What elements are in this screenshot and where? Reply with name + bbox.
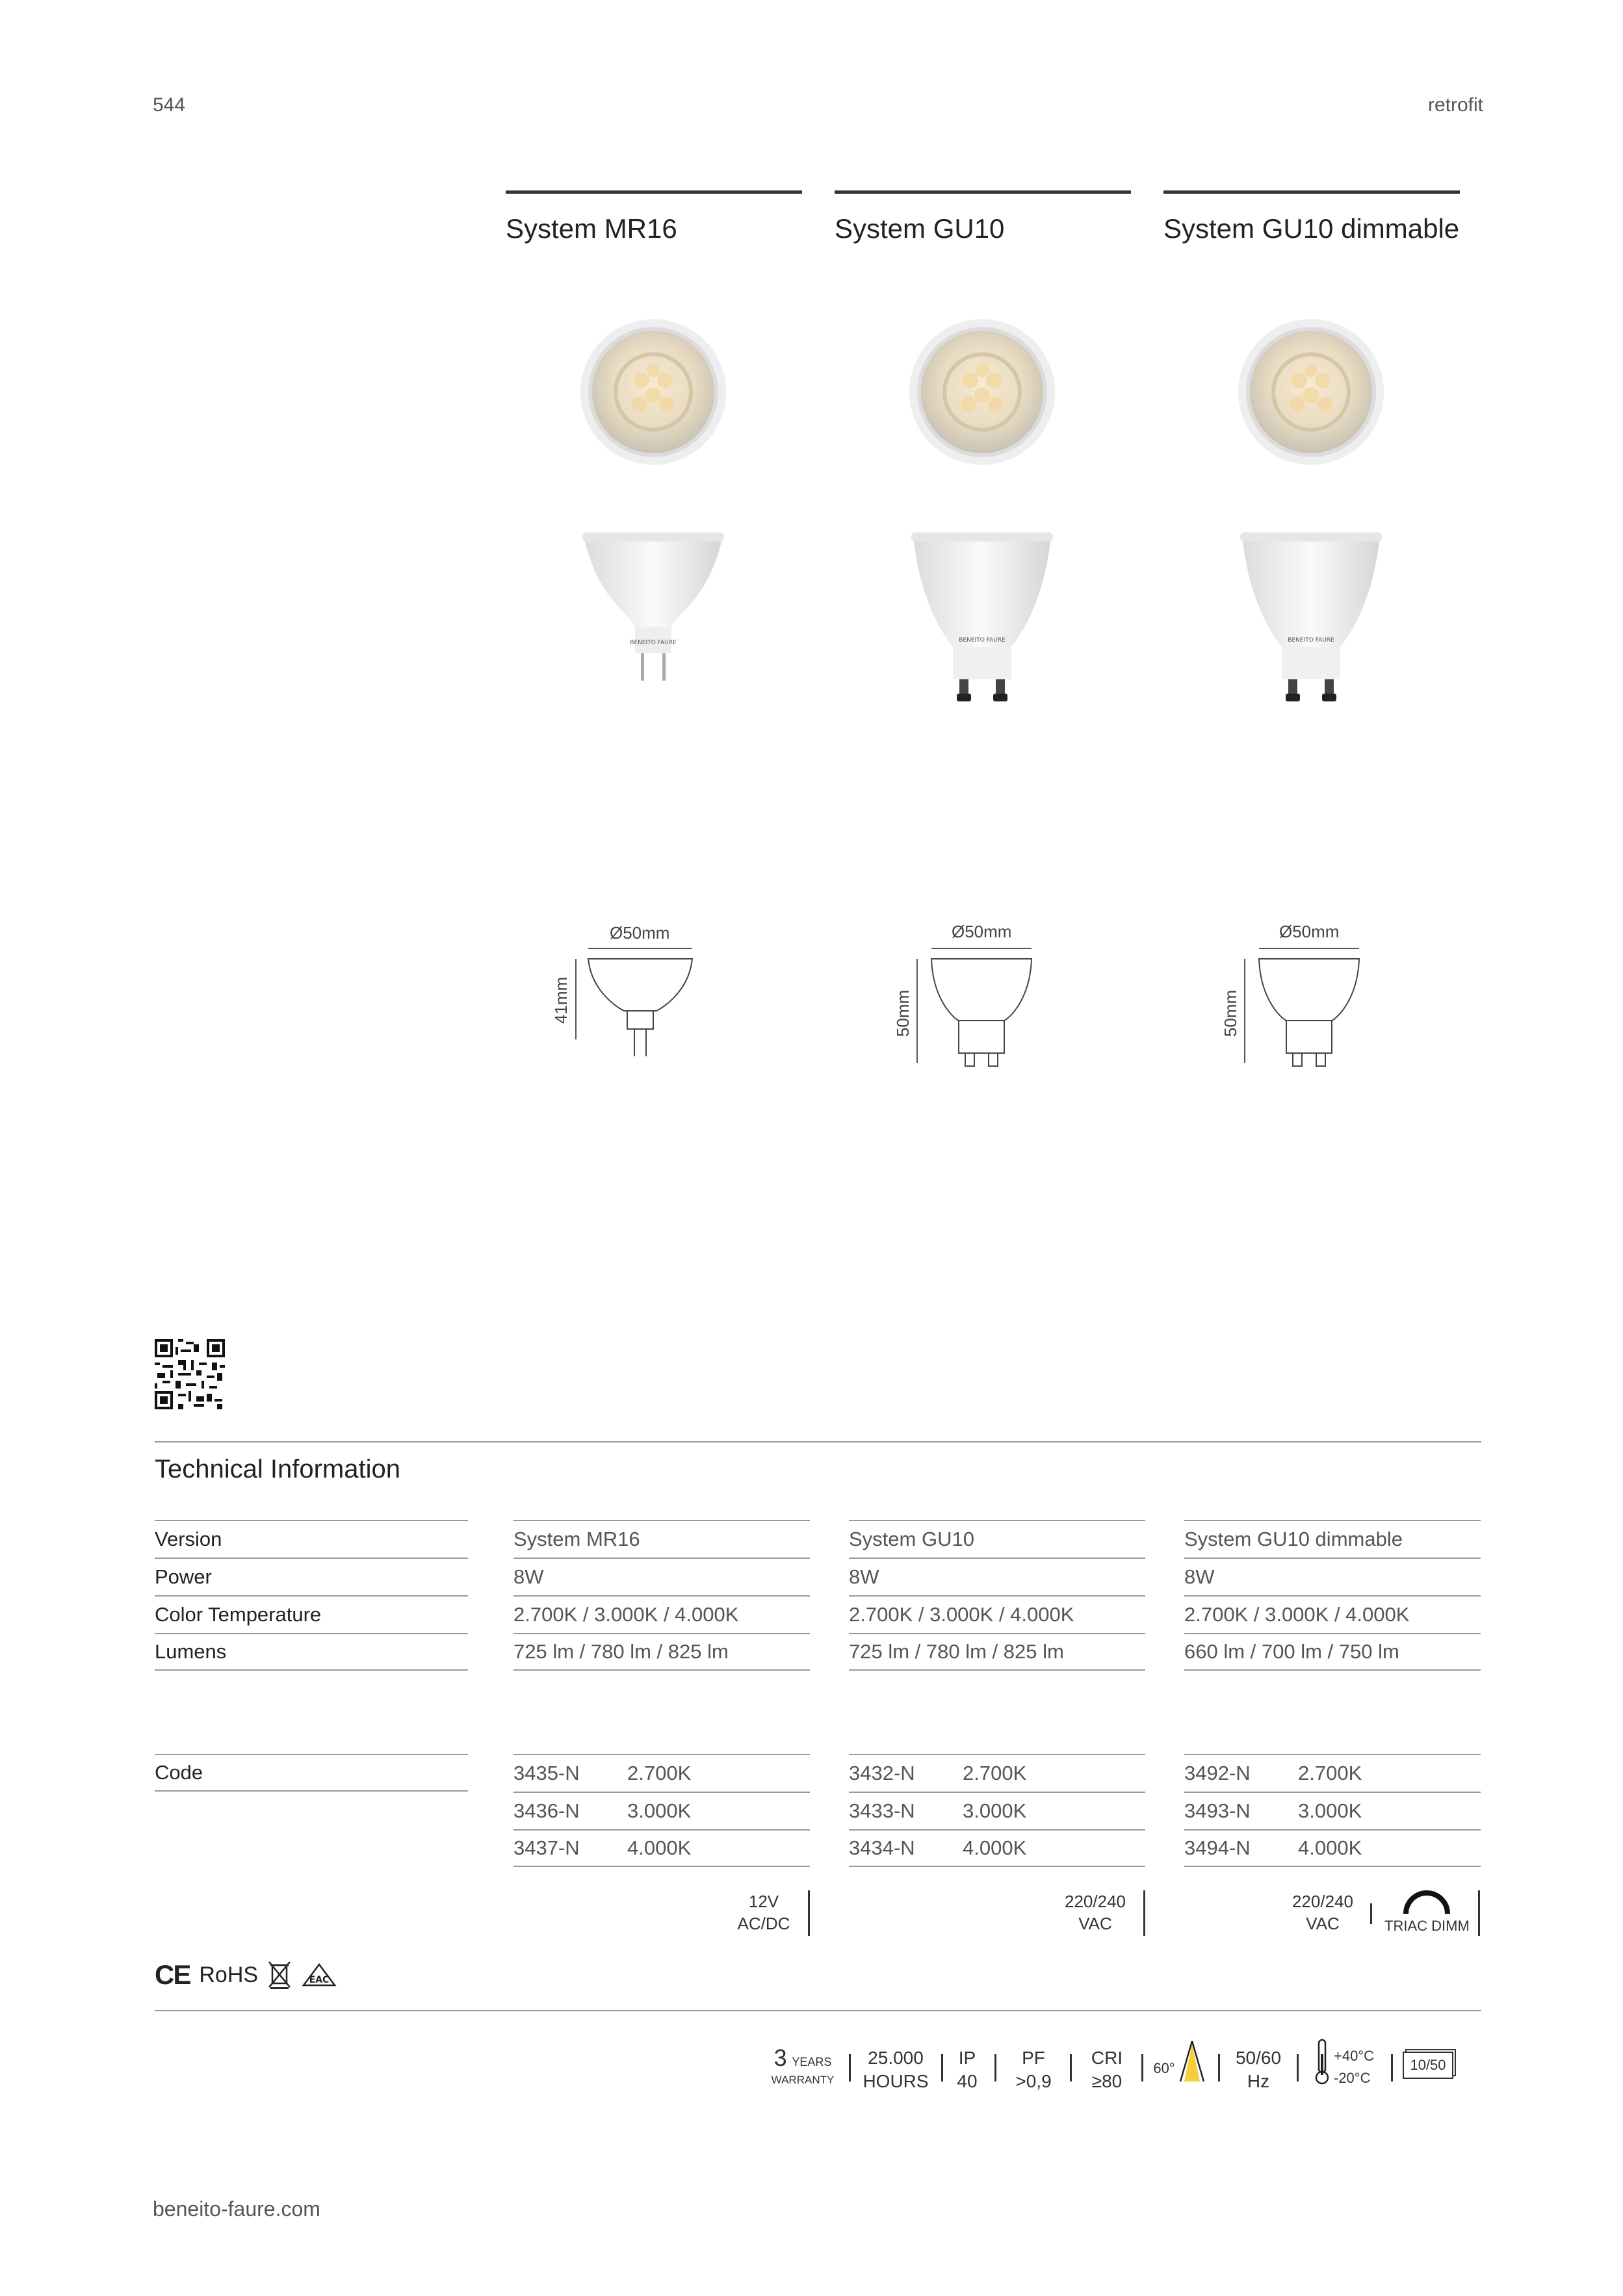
cri-rating: CRI ≥80 [1091,2048,1123,2091]
divider [849,2054,851,2081]
mr16-dimension-drawing [572,946,708,1063]
label-code: Code [155,1754,468,1792]
code-row: 3432-N 2.700K [849,1754,1145,1792]
qr-code[interactable] [155,1339,225,1409]
cell-power: 8W [513,1558,810,1595]
product-column-mr16 [506,190,802,244]
gu10-front-photo [909,319,1056,465]
product-column-gu10-dimmable [1163,190,1460,244]
lifetime-hours: 25.000 HOURS [863,2048,929,2091]
divider [1370,1903,1372,1924]
dimension-height-label: 50mm [1221,989,1240,1037]
gu10-dimmable-side-photo [1238,530,1384,712]
product-column-gu10 [835,190,1131,244]
footer-url[interactable]: beneito-faure.com [153,2197,320,2221]
cell-lumens: 725 lm / 780 lm / 825 lm [513,1633,810,1671]
code-row: 3494-N 4.000K [1184,1829,1481,1867]
page-number: 544 [153,94,186,116]
electrical-mr16: 12V AC/DC [737,1892,790,1933]
label-version: Version [155,1520,468,1558]
divider [808,1890,810,1936]
svg-text:EAC: EAC [309,1975,330,1985]
cell-color-temperature: 2.700K / 3.000K / 4.000K [513,1595,810,1633]
gu10-dimmable-front-photo [1238,319,1384,465]
mr16-side-photo [580,530,727,686]
dimension-width-label: Ø50mm [952,922,1012,941]
label-power: Power [155,1558,468,1595]
section-divider [155,2010,1481,2011]
gu10-dimmable-dimension-drawing [1241,946,1377,1082]
rohs-mark: RoHS [199,1962,259,1987]
divider [1391,2054,1393,2081]
cell-version: System GU10 [849,1520,1145,1558]
brand-mark: BENEITO FAURE [959,637,1006,644]
cell-color-temperature: 2.700K / 3.000K / 4.000K [1184,1595,1481,1633]
dimming-label: TRIAC DIMM [1384,1918,1470,1934]
cell-power: 8W [849,1558,1145,1595]
frequency: 50/60 Hz [1235,2048,1282,2091]
cell-color-temperature: 2.700K / 3.000K / 4.000K [849,1595,1145,1633]
beam-angle-icon [1178,2037,1206,2084]
brand-mark: BENEITO FAURE [1288,637,1334,644]
mr16-front-photo [580,319,727,465]
divider [1297,2054,1299,2081]
column-rule [1163,190,1460,194]
dimension-height-label: 50mm [893,989,913,1037]
electrical-gu10: 220/240 VAC [1065,1892,1126,1933]
dimension-height-label: 41mm [551,976,571,1024]
brand-mark: BENEITO FAURE [630,640,677,646]
cell-lumens: 725 lm / 780 lm / 825 lm [849,1633,1145,1671]
divider [994,2054,996,2081]
dimension-width-label: Ø50mm [610,923,670,943]
weee-bin-icon [267,1960,292,1990]
thermometer-icon [1313,2039,1331,2085]
cell-version: System MR16 [513,1520,810,1558]
product-title: System MR16 [506,213,677,244]
code-row: 3492-N 2.700K [1184,1754,1481,1792]
label-lumens: Lumens [155,1633,468,1671]
code-row: 3435-N 2.700K [513,1754,810,1792]
column-rule [506,190,802,194]
code-row: 3433-N 3.000K [849,1792,1145,1829]
label-color-temperature: Color Temperature [155,1595,468,1633]
certifications [155,1959,337,1990]
divider [1143,1890,1145,1936]
code-row: 3437-N 4.000K [513,1829,810,1867]
code-row: 3493-N 3.000K [1184,1792,1481,1829]
gu10-side-photo [909,530,1056,712]
section-divider [155,1441,1481,1442]
dimming-arc-icon [1401,1890,1453,1916]
ce-mark: CE [155,1959,190,1990]
code-row: 3436-N 3.000K [513,1792,810,1829]
section-title: retrofit [1427,94,1483,116]
power-factor: PF >0,9 [1015,2048,1052,2091]
cell-lumens: 660 lm / 700 lm / 750 lm [1184,1633,1481,1671]
code-row: 3434-N 4.000K [849,1829,1145,1867]
divider [941,2054,943,2081]
gu10-dimension-drawing [913,946,1050,1082]
warranty-badge: 3 YEARS WARRANTY [771,2044,835,2086]
ip-rating: IP 40 [957,2048,978,2091]
electrical-gu10-dimmable: 220/240 VAC [1292,1892,1353,1933]
divider [1478,1890,1480,1936]
column-rule [835,190,1131,194]
product-title: System GU10 [835,213,1005,244]
product-title: System GU10 dimmable [1163,213,1460,244]
divider [1141,2054,1143,2081]
temperature-range: +40°C -20°C [1334,2048,1375,2086]
cell-power: 8W [1184,1558,1481,1595]
cell-version: System GU10 dimmable [1184,1520,1481,1558]
divider [1218,2054,1220,2081]
divider [1070,2054,1072,2081]
dimension-width-label: Ø50mm [1279,922,1340,941]
section-heading: Technical Information [155,1455,400,1483]
eac-mark-icon [301,1962,337,1988]
switching-cycles-badge: 10/50 [1403,2052,1453,2079]
beam-angle: 60° [1153,2060,1175,2076]
